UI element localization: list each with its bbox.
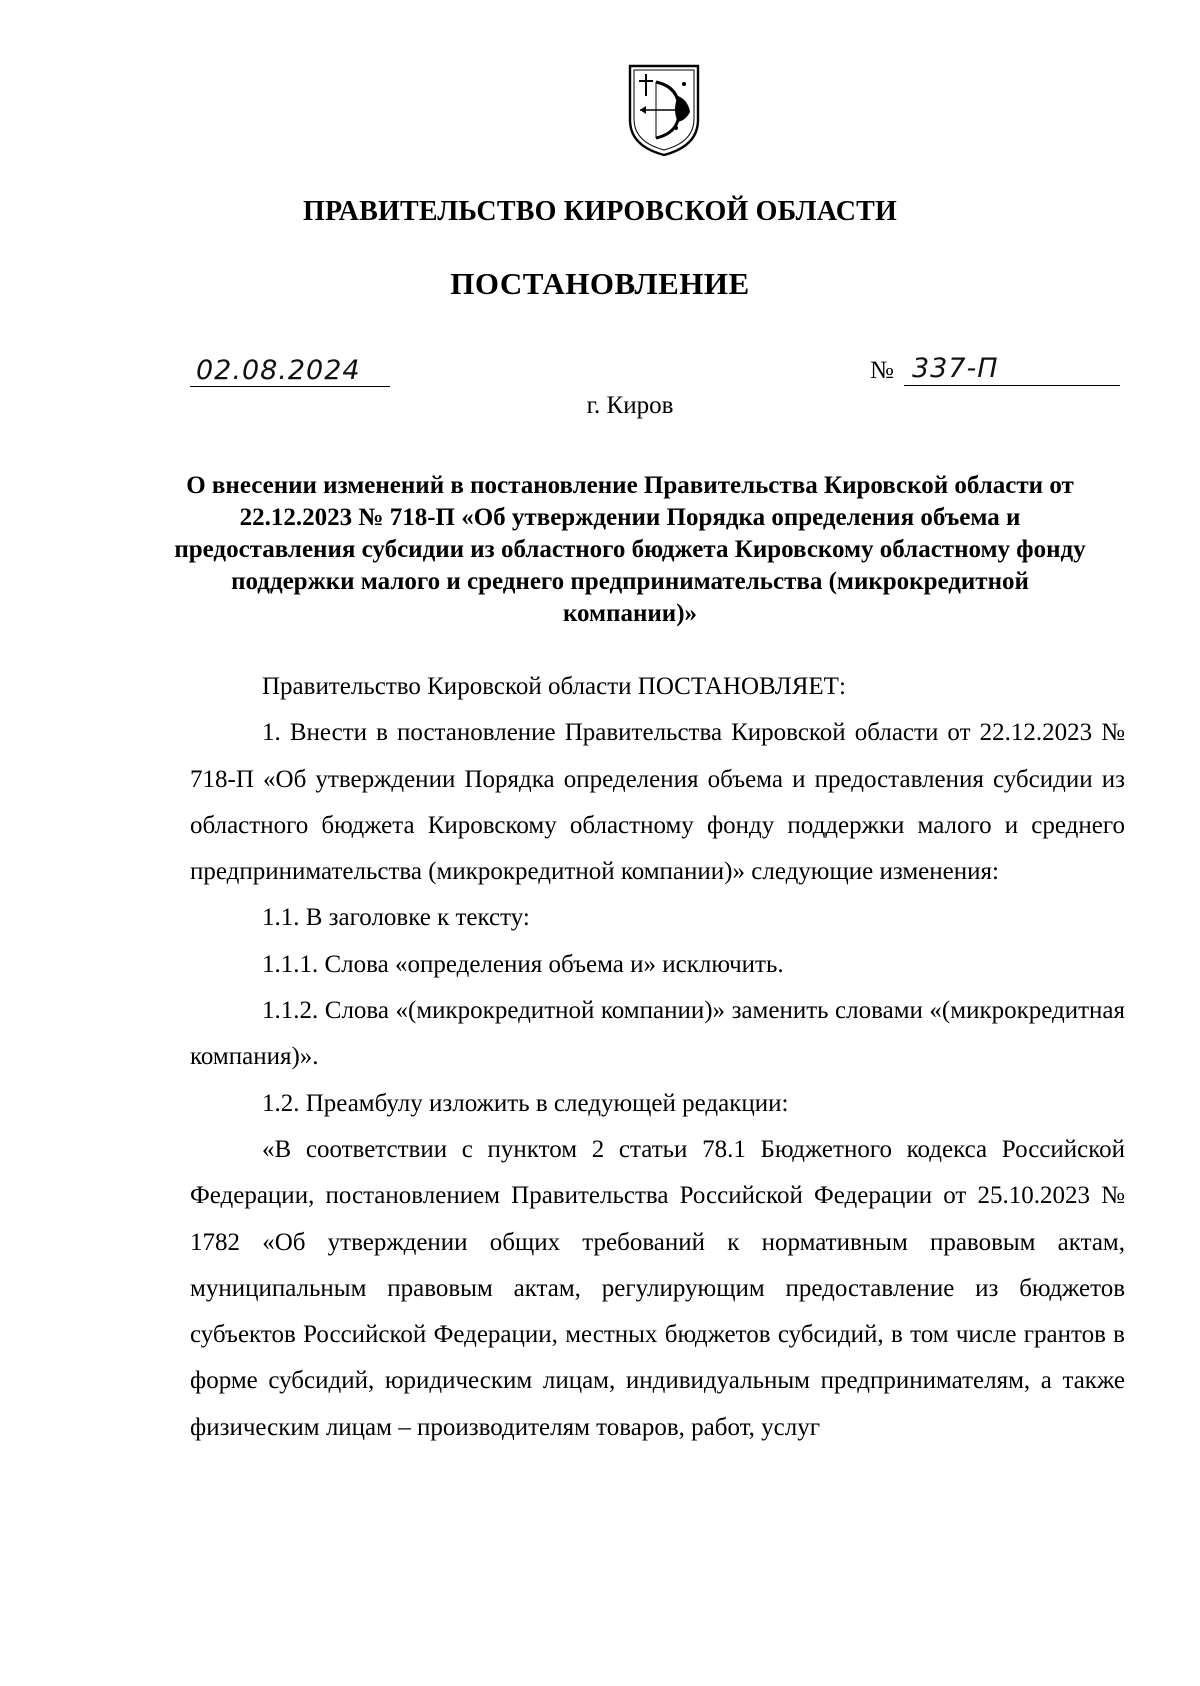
number-field bbox=[870, 352, 1120, 386]
document-type: ПОСТАНОВЛЕНИЕ bbox=[450, 266, 750, 301]
paragraph: 1.1. В заголовке к тексту: bbox=[262, 904, 530, 932]
paragraph: 1. Внести в постановление Правительства Кировской области от 22.12.2023 № 718-П «Об утверждении Порядка определения объема и предоставления субсидии из областного бюджета Кировскому областному фонду поддержки малого и среднего предпринимательства (микрокредитной компании)» следующие изменения: bbox=[190, 719, 1125, 886]
city: г. Киров bbox=[586, 392, 674, 419]
document-body bbox=[190, 664, 1125, 1451]
document-title: О внесении изменений в постановление Правительства Кировской области от 22.12.2023 № 718-П «Об утверждении Порядка определения объема и предоставления субсидии из областного бюджета Кировскому областному фонду поддержки малого и среднего предпринимательства (микрокредитной компании)» bbox=[174, 472, 1086, 627]
organization-name: ПРАВИТЕЛЬСТВО КИРОВСКОЙ ОБЛАСТИ bbox=[302, 196, 897, 227]
number-underline bbox=[904, 351, 1120, 386]
paragraph: «В соответствии с пунктом 2 статьи 78.1 Бюджетного кодекса Российской Федерации, постановлением Правительства Российской Федерации от 25.10.2023 № 1782 «Об утверждении общих требований к нормативным правовым актам, муниципальным правовым актам, регулирующим предоставление из бюджетов субъектов Российской Федерации, местных бюджетов субсидий, в том числе грантов в форме субсидий, юридическим лицам, индивидуальным предпринимателям, а также физическим лицам – производителям товаров, работ, услуг bbox=[190, 1135, 1125, 1441]
number-sign: № bbox=[870, 357, 894, 384]
paragraph: 1.2. Преамбулу изложить в следующей редакции: bbox=[262, 1089, 789, 1117]
paragraph: 1.1.2. Слова «(микрокредитной компании)» заменить словами «(микрокредитная компания)». bbox=[190, 997, 1125, 1071]
date-field bbox=[190, 352, 390, 387]
kirov-coat-of-arms-icon bbox=[626, 62, 702, 158]
handwritten-number: 337-П bbox=[912, 353, 999, 384]
handwritten-date: 02.08.2024 bbox=[196, 355, 361, 386]
paragraph: 1.1.1. Слова «определения объема и» исключить. bbox=[262, 950, 784, 978]
paragraph: Правительство Кировской области ПОСТАНОВЛЯЕТ: bbox=[262, 673, 846, 700]
